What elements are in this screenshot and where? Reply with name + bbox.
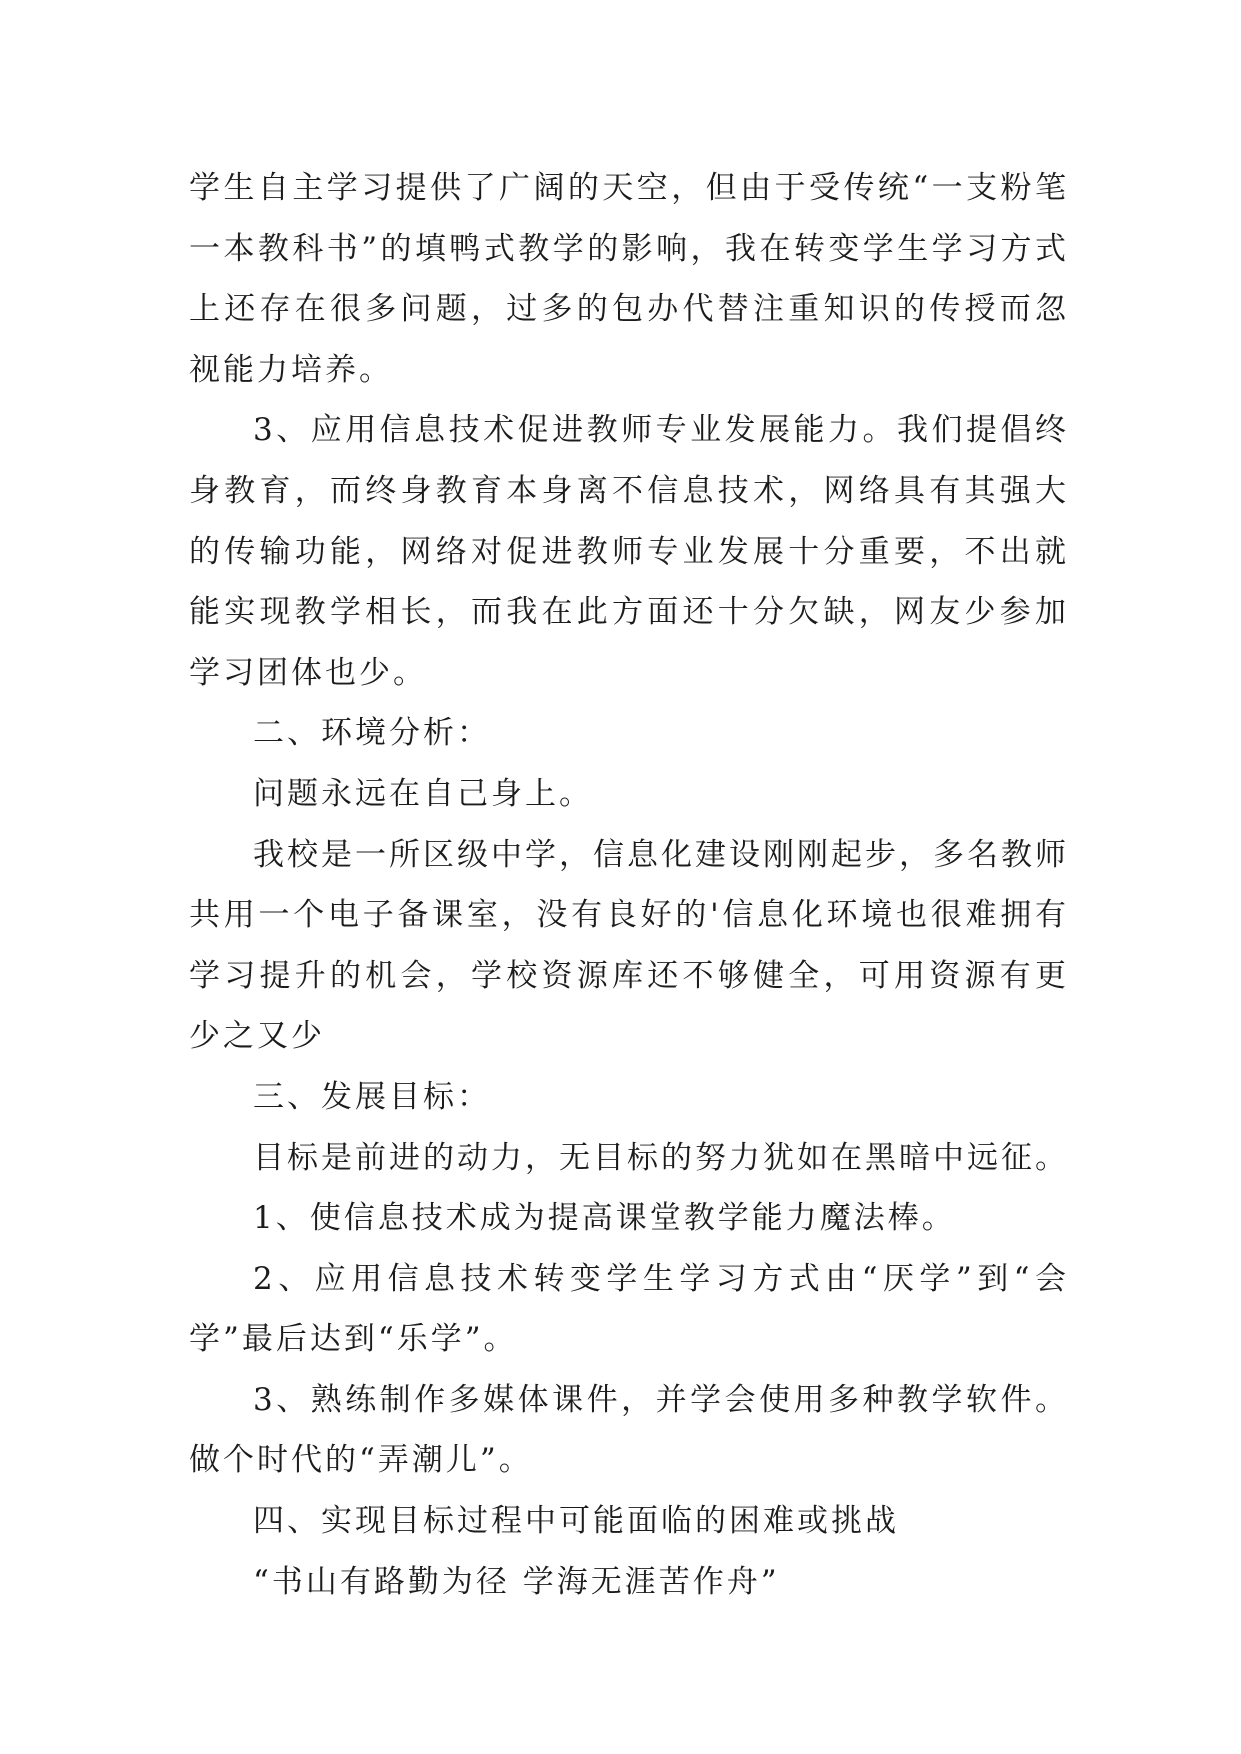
section-heading-environment: 二、环境分析： [253, 715, 491, 752]
paragraph-2: 3、应用信息技术促进教师专业发展能力。我们提倡终身教育，而终身教育本身离不信息技术，网络具有其强大的传输功能，网络对促进教师专业发展十分重要，不出就能实现教学相长，而我在此方面还十分欠缺，网友少参加学习团体也少。 [189, 412, 1069, 691]
goal-item-1: 1、使信息技术成为提高课堂教学能力魔法棒。 [253, 1200, 956, 1237]
goal-item-2: 2、应用信息技术转变学生学习方式由“厌学”到“会学”最后达到“乐学”。 [189, 1260, 1069, 1358]
section-heading-challenges: 四、实现目标过程中可能面临的困难或挑战 [253, 1503, 899, 1540]
paragraph-5: 目标是前进的动力，无目标的努力犹如在黑暗中远征。 [253, 1139, 1069, 1176]
paragraph-1: 学生自主学习提供了广阔的天空，但由于受传统“一支粉笔一本教科书”的填鸭式教学的影响，我在转变学生学习方式上还存在很多问题，过多的包办代替注重知识的传授而忽视能力培养。 [189, 170, 1069, 388]
paragraph-4: 我校是一所区级中学，信息化建设刚刚起步，多名教师共用一个电子备课室，没有良好的'信息化环境也很难拥有学习提升的机会，学校资源库还不够健全，可用资源有更少之又少 [189, 836, 1069, 1055]
goal-item-3: 3、熟练制作多媒体课件，并学会使用多种教学软件。做个时代的“弄潮儿”。 [189, 1381, 1069, 1479]
quote-line: “书山有路勤为径 学海无涯苦作舟” [253, 1563, 780, 1600]
paragraph-3: 问题永远在自己身上。 [253, 775, 593, 812]
document-body [189, 158, 1069, 1612]
section-heading-goals: 三、发展目标： [253, 1078, 491, 1115]
